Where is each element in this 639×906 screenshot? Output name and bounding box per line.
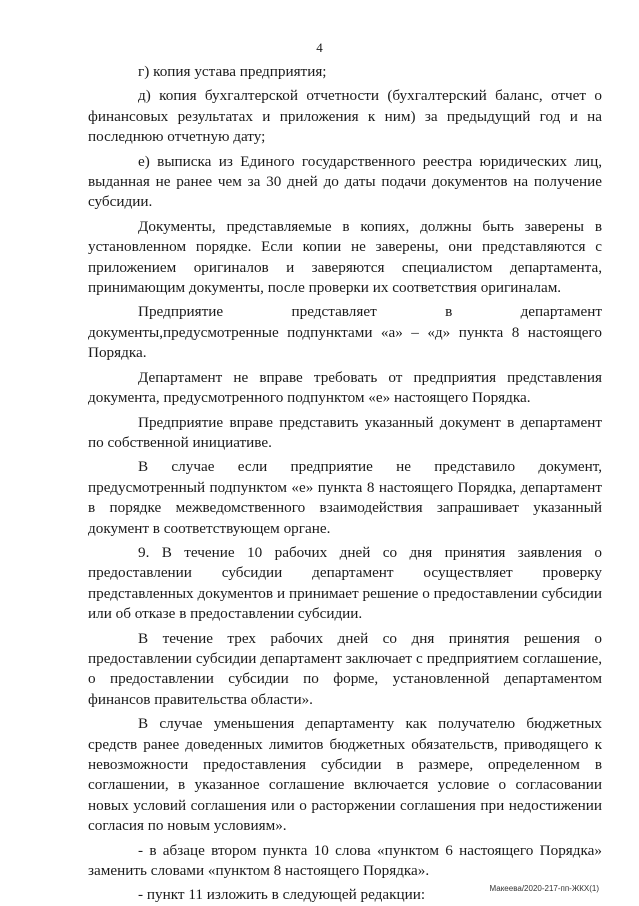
paragraph-own-initiative: Предприятие вправе представить указанный документ в департамент по собственной инициативе. — [88, 413, 602, 451]
paragraph-documents-submission: Предприятие представляет в департамент документы,предусмотренные подпунктами «а» – «д» пункта 8 настоящего Порядка. — [88, 303, 602, 362]
paragraph-department-restriction: Департамент не вправе требовать от предприятия представления документа, предусмотренного подпунктом «е» настоящего Порядка. — [88, 368, 602, 407]
paragraph-item-g: г) копия устава предприятия; — [138, 63, 327, 80]
paragraph-item-e: е) выписка из Единого государственного реестра юридических лиц, выданная не ранее чем за 30 дней до даты подачи документов на получение субсидии. — [88, 152, 602, 211]
footer-reference: Макеева/2020-217-пп-ЖКХ(1) — [489, 884, 599, 893]
paragraph-section-9: 9. В течение 10 рабочих дней со дня принятия заявления о предоставлении субсидии департамент осуществляет проверку представленных документов и принимает решение о предоставлении субсидии или об отказе в предоставлении субсидии. — [88, 543, 602, 623]
paragraph-budget-limits: В случае уменьшения департаменту как получателю бюджетных средств ранее доведенных лимитов бюджетных обязательств, приводящего к невозможности предоставления субсидии в размере, определенном в соглашении, в указанное соглашение включается условие о согласовании новых условий соглашения или о расторжении соглашения при недостижении согласия по новым условиям». — [88, 715, 602, 835]
paragraph-interagency-request: В случае если предприятие не представило документ, предусмотренный подпунктом «е» пункта 8 настоящего Порядка, департамент в порядке межведомственного взаимодействия запрашивает указанный документ в соответствующем органе. — [88, 458, 602, 537]
page-number: 4 — [316, 40, 323, 55]
paragraph-copies-certification: Документы, представляемые в копиях, должны быть заверены в установленном порядке. Если копии не заверены, они представляются с приложением оригиналов и заверяются специалистом департамента, принимающим документы, после проверки их соответствия оригиналам. — [88, 217, 602, 297]
paragraph-amendment-section-10: - в абзаце втором пункта 10 слова «пунктом 6 настоящего Порядка» заменить словами «пунктом 8 настоящего Порядка». — [88, 841, 602, 880]
paragraph-agreement-conclusion: В течение трех рабочих дней со дня принятия решения о предоставлении субсидии департамент заключает с предприятием соглашение, о предоставлении субсидии по форме, установленной департаментом финансов правительства области». — [88, 629, 602, 708]
paragraph-item-d: д) копия бухгалтерской отчетности (бухгалтерский баланс, отчет о финансовых результатах и приложения к ним) за предыдущий год и на последнюю отчетную дату; — [88, 87, 602, 146]
paragraph-amendment-section-11: - пункт 11 изложить в следующей редакции: — [138, 886, 426, 904]
document-body — [88, 62, 602, 906]
